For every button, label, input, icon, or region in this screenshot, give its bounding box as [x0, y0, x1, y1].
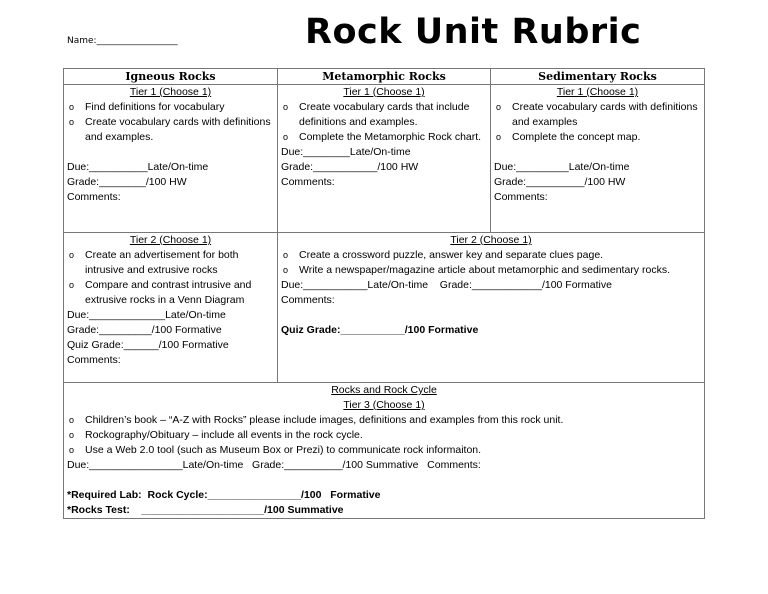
list-item: o Compare and contrast intrusive and extrusive rocks in a Venn Diagram	[67, 278, 274, 308]
rubric-table	[63, 68, 705, 519]
tier1-metamorphic	[278, 85, 491, 233]
tier-label: Tier 3 (Choose 1)	[343, 399, 425, 411]
list-item: o Complete the Metamorphic Rock chart.	[281, 130, 487, 145]
comments-field: Comments:	[281, 176, 335, 188]
due-grade-field: Due:___________Late/On-time Grade:____________/100 Formative	[281, 279, 612, 291]
page-title: Rock Unit Rubric	[305, 12, 642, 52]
list-item: o Create an advertisement for both intrusive and extrusive rocks	[67, 248, 274, 278]
comments-field: Comments:	[67, 191, 121, 203]
tier-label: Tier 1 (Choose 1)	[343, 86, 425, 98]
tier-label: Tier 2 (Choose 1)	[450, 234, 532, 246]
tier-label: Tier 2 (Choose 1)	[129, 234, 212, 246]
grade-field: Grade:_________/100 Formative	[67, 324, 222, 336]
tier1-row	[64, 85, 705, 233]
tier-label: Tier 1 (Choose 1)	[129, 86, 212, 98]
list-item: o Complete the concept map.	[494, 130, 701, 145]
list-item: o Rockography/Obituary – include all events in the rock cycle.	[67, 428, 701, 443]
quiz-grade-field: Quiz Grade:___________/100 Formative	[281, 324, 479, 336]
list-item: o Create vocabulary cards with definitions and examples	[494, 100, 701, 130]
required-lab-field: *Required Lab: Rock Cycle:________________/100 Formative	[67, 489, 381, 501]
comments-field: Comments:	[67, 354, 121, 366]
quiz-grade-field: Quiz Grade:______/100 Formative	[67, 339, 229, 351]
header-metamorphic: Metamorphic Rocks	[278, 69, 491, 85]
tier2-igneous	[64, 233, 278, 383]
comments-field: Comments:	[281, 294, 335, 306]
tier3-cell	[64, 383, 705, 519]
header-row	[64, 69, 705, 85]
tier1-igneous	[64, 85, 278, 233]
due-grade-field: Due:________________Late/On-time Grade:__________/100 Summative Comments:	[67, 459, 481, 471]
tier-label: Tier 1 (Choose 1)	[556, 86, 639, 98]
grade-field: Grade:________/100 HW	[67, 176, 187, 188]
due-field: Due:_____________Late/On-time	[67, 309, 226, 321]
grade-field: Grade:__________/100 HW	[494, 176, 626, 188]
list-item: o Create vocabulary cards that include definitions and examples.	[281, 100, 487, 130]
header-igneous: Igneous Rocks	[64, 69, 278, 85]
list-item: o Find definitions for vocabulary	[67, 100, 274, 115]
list-item: o Children’s book – “A-Z with Rocks” please include images, definitions and examples from this rock unit.	[67, 413, 701, 428]
due-field: Due:_________Late/On-time	[494, 161, 630, 173]
header-sedimentary: Sedimentary Rocks	[491, 69, 705, 85]
list-item: o Use a Web 2.0 tool (such as Museum Box or Prezi) to communicate rock informaiton.	[67, 443, 701, 458]
section-heading: Rocks and Rock Cycle	[331, 384, 437, 396]
due-field: Due:________Late/On-time	[281, 146, 411, 158]
grade-field: Grade:___________/100 HW	[281, 161, 419, 173]
comments-field: Comments:	[494, 191, 548, 203]
list-item: o Create a crossword puzzle, answer key and separate clues page.	[281, 248, 701, 263]
tier3-row	[64, 383, 705, 519]
tier2-row	[64, 233, 705, 383]
list-item: o Create vocabulary cards with definitions and examples.	[67, 115, 274, 145]
tier2-metamorphic-sedimentary	[278, 233, 705, 383]
rocks-test-field: *Rocks Test: _____________________/100 Summative	[67, 504, 344, 516]
tier1-sedimentary	[491, 85, 705, 233]
due-field: Due:__________Late/On-time	[67, 161, 209, 173]
name-field: Name:__________________	[67, 36, 178, 46]
list-item: o Write a newspaper/magazine article about metamorphic and sedimentary rocks.	[281, 263, 701, 278]
